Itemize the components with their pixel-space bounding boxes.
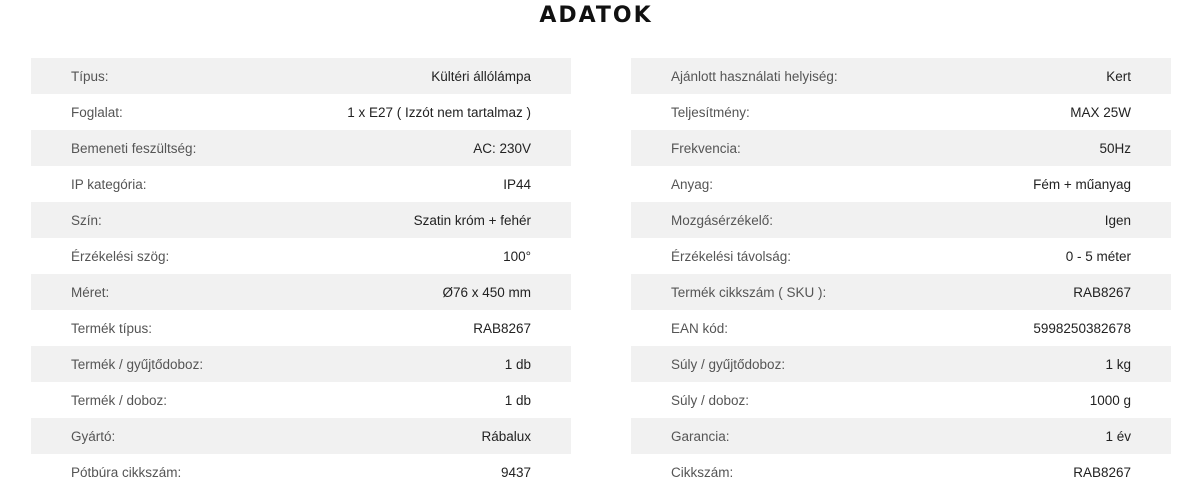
spec-row [631,238,1171,274]
spec-value: 1 év [1105,428,1131,444]
spec-row [31,130,571,166]
spec-label: Anyag: [671,176,714,192]
spec-value: Kültéri állólámpa [431,68,531,84]
spec-label: IP kategória: [71,176,147,192]
spec-label: Pótbúra cikkszám: [71,464,182,480]
spec-row [31,310,571,346]
spec-label: Termék típus: [71,320,153,336]
spec-row [631,202,1171,238]
spec-value: MAX 25W [1070,104,1131,120]
spec-label: Szín: [71,212,102,228]
section-title: ADATOK [539,3,653,28]
spec-value: Ø76 x 450 mm [442,284,531,300]
spec-label: Cikkszám: [671,464,734,480]
spec-row [631,130,1171,166]
spec-value: Szatin króm + fehér [413,212,531,228]
spec-value: 100° [503,248,531,264]
spec-label: Méret: [71,284,110,300]
spec-row [631,166,1171,202]
spec-value: 1 db [504,356,531,372]
spec-label: Bemeneti feszültség: [71,140,197,156]
spec-row [31,382,571,418]
spec-value: 1 x E27 ( Izzót nem tartalmaz ) [347,104,531,120]
spec-value: RAB8267 [1073,464,1131,480]
spec-value: RAB8267 [473,320,531,336]
spec-label: Ajánlott használati helyiség: [671,68,838,84]
spec-label: Teljesítmény: [671,104,750,120]
spec-label: Típus: [71,68,109,84]
spec-value: RAB8267 [1073,284,1131,300]
spec-row [31,238,571,274]
spec-value: Fém + műanyag [1033,176,1131,192]
spec-label: Érzékelési szög: [71,248,170,264]
spec-value: IP44 [503,176,531,192]
spec-label: Érzékelési távolság: [671,248,792,264]
spec-row [631,58,1171,94]
spec-row [31,94,571,130]
spec-value: 50Hz [1099,140,1131,156]
spec-label: Termék / doboz: [71,392,168,408]
spec-label: Gyártó: [71,428,116,444]
spec-label: Mozgásérzékelő: [671,212,774,228]
spec-label: Foglalat: [71,104,123,120]
spec-value: 1000 g [1089,392,1131,408]
spec-row [631,418,1171,454]
spec-row [31,166,571,202]
spec-value: 9437 [500,464,531,480]
spec-value: Rábalux [481,428,531,444]
spec-table-right [631,58,1171,490]
spec-value: AC: 230V [473,140,531,156]
spec-table-left [31,58,571,490]
spec-row [631,274,1171,310]
spec-row [31,454,571,490]
spec-row [631,94,1171,130]
spec-row [31,346,571,382]
spec-label: Frekvencia: [671,140,741,156]
spec-value: 1 db [504,392,531,408]
spec-value: 5998250382678 [1033,320,1131,336]
spec-label: Súly / doboz: [671,392,750,408]
spec-row [631,310,1171,346]
spec-row [31,418,571,454]
spec-value: Igen [1104,212,1131,228]
spec-row [31,274,571,310]
spec-label: Súly / gyűjtődoboz: [671,356,786,372]
spec-label: EAN kód: [671,320,729,336]
spec-row [31,202,571,238]
spec-value: 1 kg [1105,356,1131,372]
spec-value: Kert [1106,68,1131,84]
spec-label: Garancia: [671,428,730,444]
spec-row [631,382,1171,418]
spec-row [31,58,571,94]
spec-label: Termék / gyűjtődoboz: [71,356,204,372]
spec-row [631,346,1171,382]
spec-label: Termék cikkszám ( SKU ): [671,284,827,300]
spec-row [631,454,1171,490]
spec-value: 0 - 5 méter [1065,248,1131,264]
